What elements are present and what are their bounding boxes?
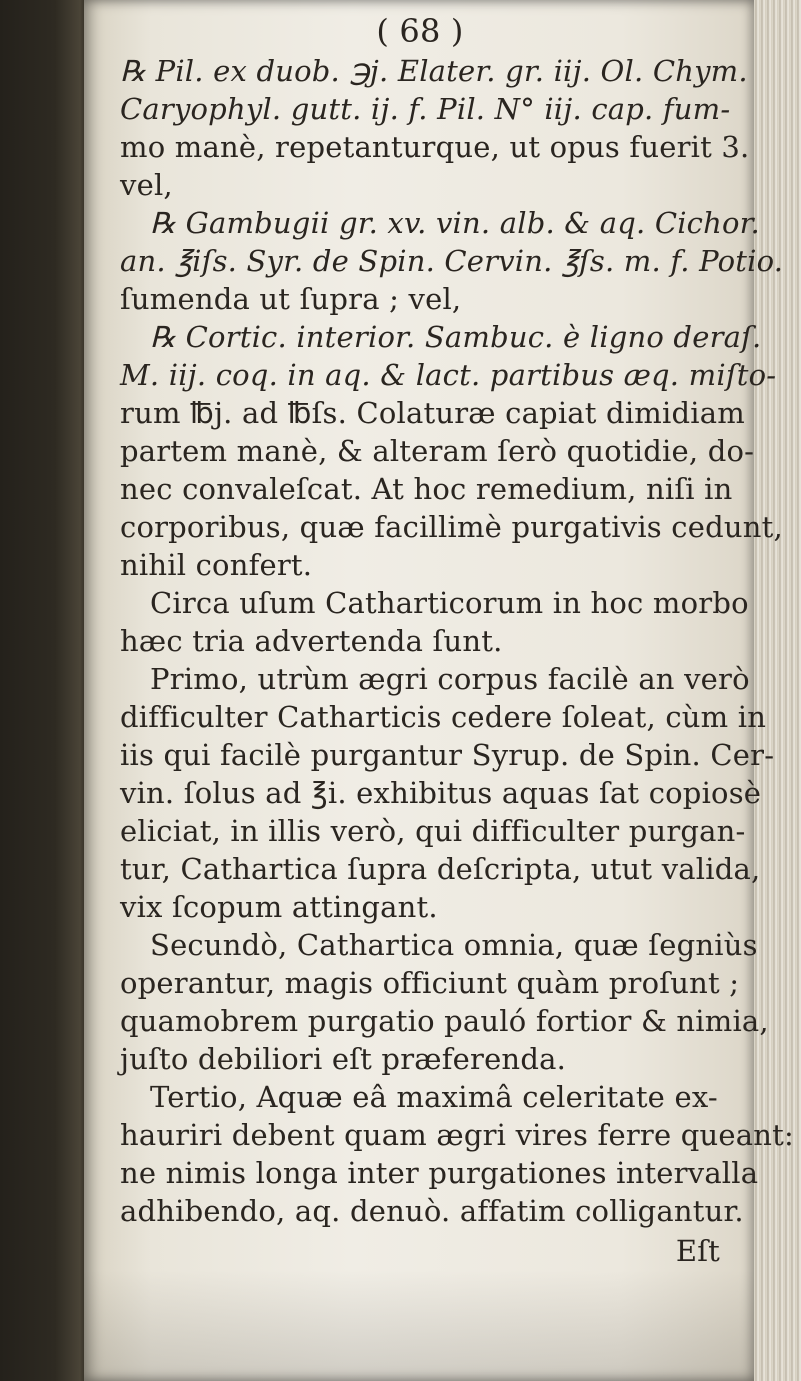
text-line-23: vix ſcopum attingant.	[120, 890, 438, 924]
text-line-31: adhibendo, aq. denuò. affatim colligantur.	[120, 1194, 744, 1228]
catchword: Eſt	[675, 1234, 720, 1268]
text-line-17: Primo, utrùm ægri corpus facilè an verò	[150, 662, 750, 696]
text-line-1: ℞ Pil. ex duob. ℈j. Elater. gr. iij. Ol. Chym.	[120, 54, 748, 88]
text-line-25: operantur, magis officiunt quàm proſunt ;	[120, 966, 740, 1000]
text-line-12: nec convaleſcat. At hoc remedium, niſi in	[120, 472, 733, 506]
text-line-4: vel,	[120, 168, 173, 202]
text-line-6: an. ℥iſs. Syr. de Spin. Cervin. ℥ſs. m. f. Potio.	[120, 244, 784, 278]
text-line-29: hauriri debent quam ægri vires ferre queant:	[120, 1118, 794, 1152]
text-line-2: Caryophyl. gutt. ij. f. Pil. N° iij. cap. fum-	[120, 92, 731, 126]
text-line-13: corporibus, quæ facillimè purgativis cedunt,	[120, 510, 783, 544]
text-line-19: iis qui facilè purgantur Syrup. de Spin. Cer-	[120, 738, 775, 772]
text-line-11: partem manè, & alteram ſerò quotidie, do-	[120, 434, 755, 468]
text-line-8: ℞ Cortic. interior. Sambuc. è ligno deraſ.	[150, 320, 762, 354]
text-line-21: eliciat, in illis verò, qui difficulter purgan-	[120, 814, 746, 848]
text-line-5: ℞ Gambugii gr. xv. vin. alb. & aq. Cichor.	[150, 206, 760, 240]
text-line-14: nihil confert.	[120, 548, 313, 582]
text-line-15: Circa uſum Catharticorum in hoc morbo	[150, 586, 749, 620]
page-number: ( 68 )	[376, 12, 464, 50]
text-line-28: Tertio, Aquæ eâ maximâ celeritate ex-	[150, 1080, 718, 1114]
text-line-24: Secundò, Cathartica omnia, quæ ſegniùs	[150, 928, 758, 962]
text-line-10: rum ℔j. ad ℔ſs. Colaturæ capiat dimidiam	[120, 396, 745, 430]
text-line-3: mo manè, repetanturque, ut opus fuerit 3.	[120, 130, 750, 164]
text-line-22: tur, Cathartica ſupra deſcripta, utut valida,	[120, 852, 761, 886]
text-line-20: vin. ſolus ad ℥i. exhibitus aquas ſat copiosè	[120, 776, 762, 810]
text-line-7: ſumenda ut ſupra ; vel,	[120, 282, 462, 316]
text-line-18: difficulter Catharticis cedere ſoleat, cùm in	[120, 700, 767, 734]
text-line-16: hæc tria advertenda ſunt.	[120, 624, 503, 658]
text-line-30: ne nimis longa inter purgationes intervalla	[120, 1156, 759, 1190]
text-line-9: M. iij. coq. in aq. & lact. partibus æq. miſto-	[120, 358, 777, 392]
text-line-27: juſto debiliori eſt præferenda.	[120, 1042, 566, 1076]
text-line-26: quamobrem purgatio pauló fortior & nimia,	[120, 1004, 769, 1038]
